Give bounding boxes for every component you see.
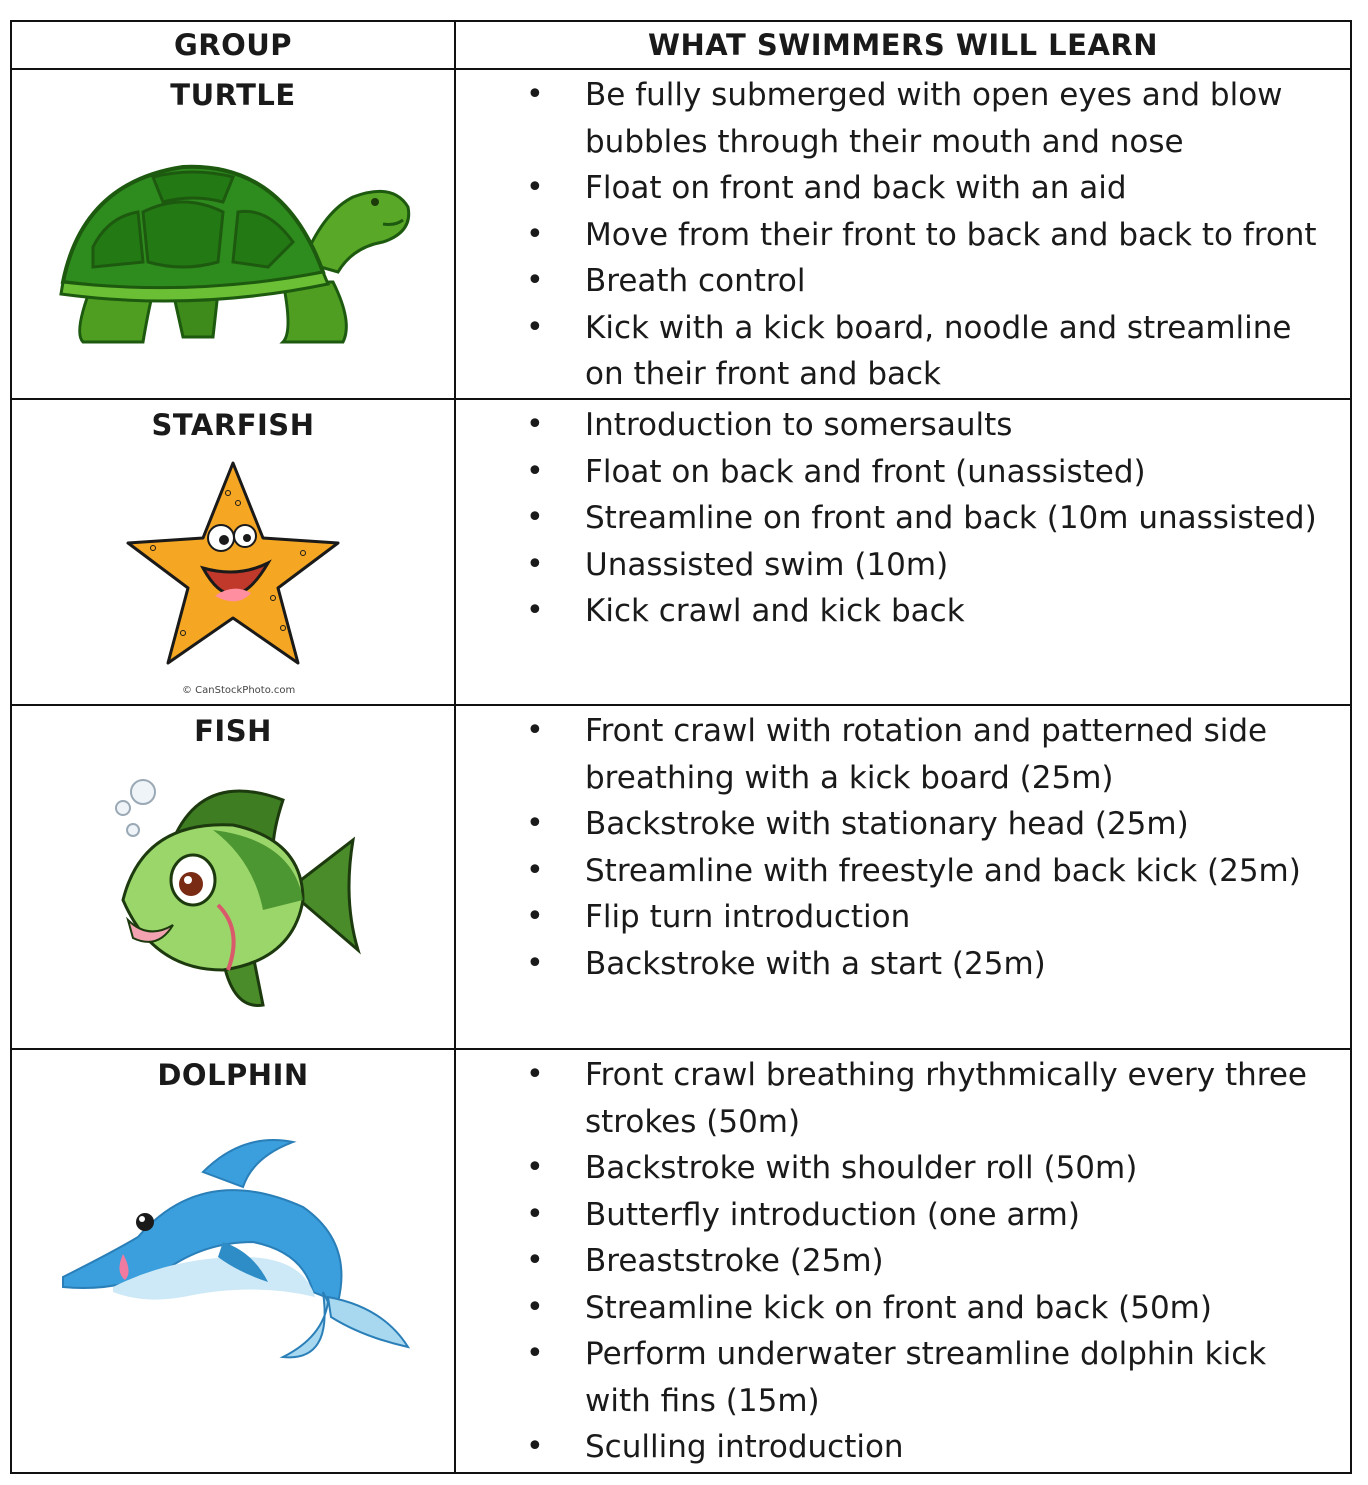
group-row-starfish [11,399,1351,705]
group-column-header: GROUP [11,21,455,69]
list-item: • Backstroke with stationary head (25m) [526,801,1350,848]
group-title-starfish: STARFISH [151,408,315,442]
list-item: • Float on front and back with an aid [526,165,1350,212]
image-credit: © CanStockPhoto.com [182,685,296,696]
dolphin-icon [53,1132,413,1372]
skills-list-fish [456,708,1350,987]
list-item: • Streamline on front and back (10m unassisted) [526,495,1350,542]
skills-cell-turtle [455,69,1351,399]
list-item: • Sculling introduction [526,1424,1350,1471]
list-item: • Streamline kick on front and back (50m) [526,1285,1350,1332]
group-title-turtle: TURTLE [170,78,296,112]
list-item: • Introduction to somersaults [526,402,1350,449]
group-row-turtle [11,69,1351,399]
list-item: • Backstroke with shoulder roll (50m) [526,1145,1350,1192]
list-item: • Backstroke with a start (25m) [526,941,1350,988]
swim-groups-table [10,20,1352,1474]
list-item: • Float on back and front (unassisted) [526,449,1350,496]
skills-list-dolphin [456,1052,1350,1471]
skills-cell-dolphin [455,1049,1351,1473]
group-row-dolphin [11,1049,1351,1473]
learn-column-header: WHAT SWIMMERS WILL LEARN [455,21,1351,69]
list-item: • Butterfly introduction (one arm) [526,1192,1350,1239]
fish-icon [103,770,363,1020]
group-row-fish [11,705,1351,1049]
list-item: • Breaststroke (25m) [526,1238,1350,1285]
skills-list-turtle [456,72,1350,398]
list-item: • Kick with a kick board, noodle and streamline on their front and back [526,305,1350,398]
list-item: • Perform underwater streamline dolphin kick with fins (15m) [526,1331,1350,1424]
group-cell-fish [11,705,455,1049]
turtle-icon [53,152,413,352]
group-cell-starfish [11,399,455,705]
group-title-fish: FISH [194,714,272,748]
list-item: • Kick crawl and kick back [526,588,1350,635]
list-item: • Front crawl breathing rhythmically every three strokes (50m) [526,1052,1350,1145]
list-item: • Flip turn introduction [526,894,1350,941]
skills-cell-starfish [455,399,1351,705]
group-title-dolphin: DOLPHIN [157,1058,309,1092]
skills-list-starfish [456,402,1350,635]
list-item: • Front crawl with rotation and patterned side breathing with a kick board (25m) [526,708,1350,801]
list-item: • Unassisted swim (10m) [526,542,1350,589]
list-item: • Be fully submerged with open eyes and blow bubbles through their mouth and nose [526,72,1350,165]
list-item: • Breath control [526,258,1350,305]
group-cell-dolphin [11,1049,455,1473]
list-item: • Move from their front to back and back to front [526,212,1350,259]
list-item: • Streamline with freestyle and back kick (25m) [526,848,1350,895]
starfish-icon [123,458,343,668]
group-cell-turtle [11,69,455,399]
skills-cell-fish [455,705,1351,1049]
header-row [11,21,1351,69]
